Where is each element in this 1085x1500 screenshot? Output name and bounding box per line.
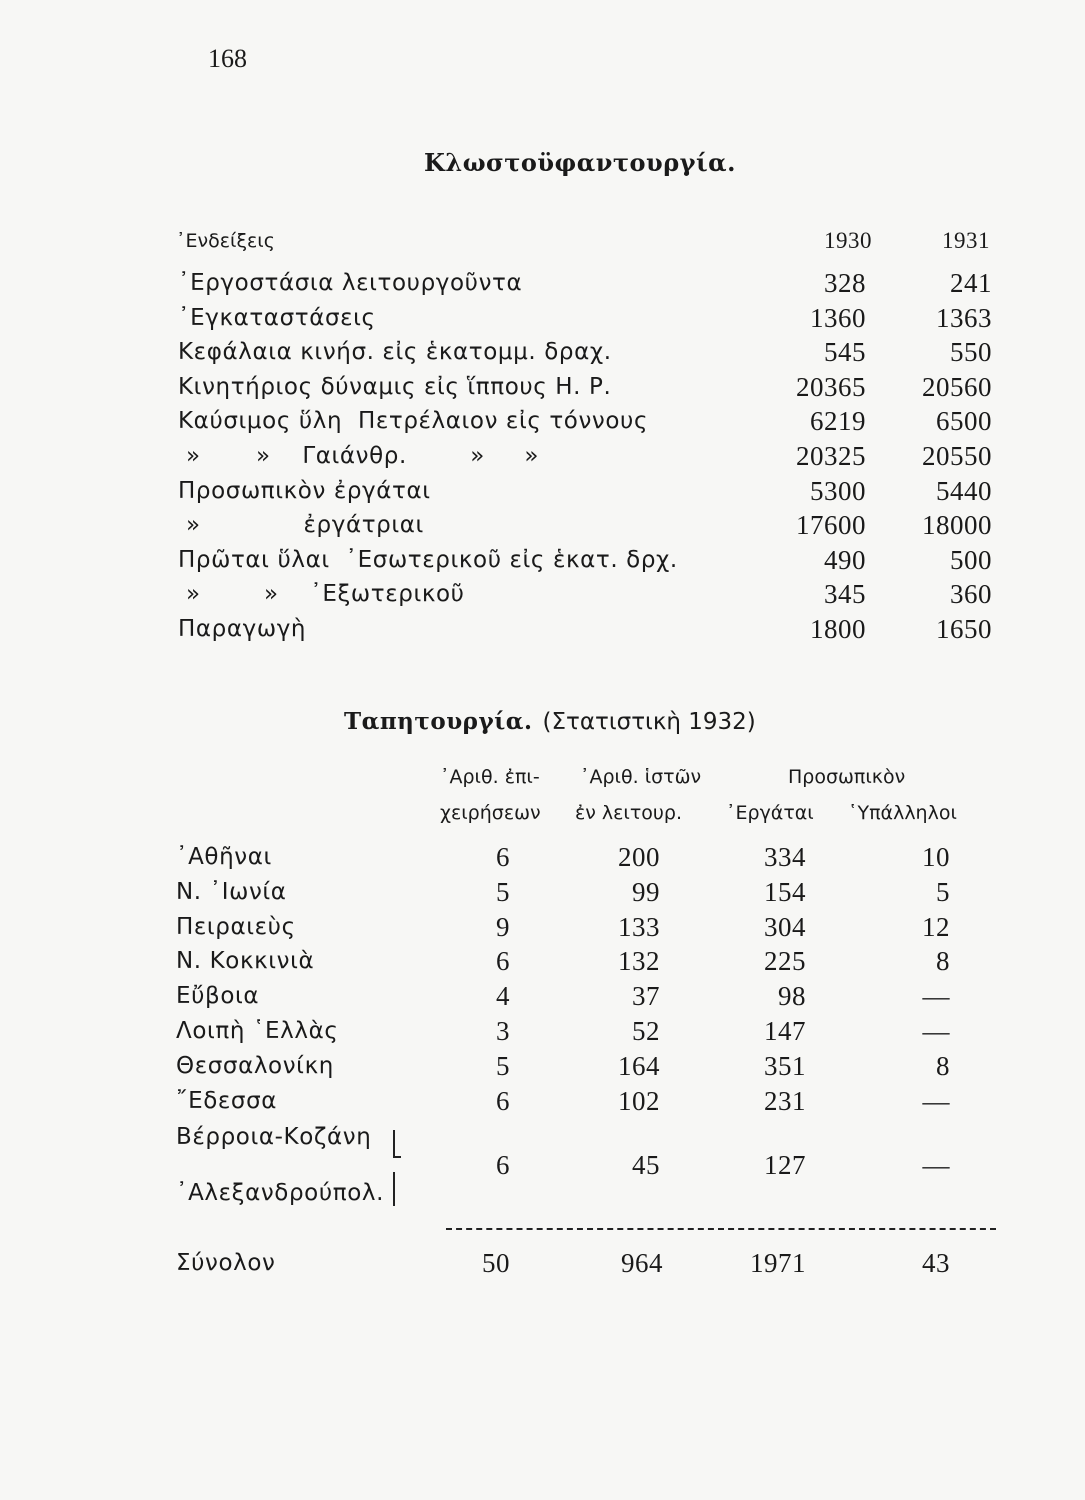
section1-row-1931: 5440 — [936, 476, 992, 506]
total-enterprises: 50 — [482, 1248, 510, 1278]
total-employees: 43 — [922, 1248, 950, 1278]
section1-row-1931: 241 — [950, 268, 992, 298]
section2-row-enterprises: 6 — [496, 946, 510, 976]
total-looms: 964 — [621, 1248, 663, 1278]
section1-row-1930: 17600 — [796, 510, 866, 540]
page-number: 168 — [208, 44, 247, 73]
section2-row-label: Ν. Κοκκινιὰ — [176, 948, 315, 974]
section2-row-label: Εὔβοια — [176, 983, 260, 1009]
section2-row-label: Ν. ᾽Ιωνία — [176, 879, 287, 905]
section1-row-1930: 5300 — [810, 476, 866, 506]
section2-row-looms: 200 — [618, 842, 660, 872]
grouped-row-looms: 45 — [632, 1150, 660, 1180]
header-workers: ᾽Εργάται — [726, 802, 814, 824]
section1-row-label: Κινητήριος δύναμις εἰς ἵππους Η. Ρ. — [178, 374, 612, 400]
header-enterprises-line2: χειρήσεων — [440, 802, 541, 824]
section2-row-workers: 351 — [764, 1051, 806, 1081]
section2-row-employees: 8 — [936, 1051, 950, 1081]
section2-row-employees: — — [922, 981, 950, 1011]
section2-row-workers: 334 — [764, 842, 806, 872]
section1-row-1931: 1650 — [936, 614, 992, 644]
section1-header-label: ᾽Ενδείξεις — [176, 230, 275, 252]
section2-row-workers: 98 — [778, 981, 806, 1011]
section1-row-label: » ἐργάτριαι — [186, 512, 424, 538]
section2-row-label: ῎Εδεσσα — [176, 1088, 278, 1114]
section2-row-label: Λοιπὴ ῾Ελλὰς — [176, 1018, 339, 1044]
section1-row-label: » » Γαιάνθρ. » » — [186, 443, 540, 469]
header-personnel-group: Προσωπικὸν — [788, 766, 906, 788]
section2-row-enterprises: 5 — [496, 877, 510, 907]
header-employees: ῾Υπάλληλοι — [848, 802, 957, 824]
section1-row-1930: 1360 — [810, 303, 866, 333]
section2-title-bold: Ταπητουργία. — [344, 708, 533, 735]
section2-row-workers: 154 — [764, 877, 806, 907]
header-enterprises-line1: ᾽Αριθ. ἐπι- — [440, 766, 540, 788]
section1-row-1930: 490 — [824, 545, 866, 575]
section2-row-employees: — — [922, 1016, 950, 1046]
section2-row-label: Θεσσαλονίκη — [176, 1053, 334, 1079]
section1-row-1931: 20560 — [922, 372, 992, 402]
section2-row-label: ᾽Αθῆναι — [176, 844, 272, 870]
grouped-row-label-a: Βέρροια-Κοζάνη — [176, 1124, 372, 1150]
total-divider-rule — [446, 1228, 996, 1230]
section1-row-1930: 345 — [824, 579, 866, 609]
header-looms-line1: ᾽Αριθ. ἱστῶν — [580, 766, 702, 788]
section1-row-label: Προσωπικὸν ἐργάται — [178, 478, 431, 504]
section1-row-label: Πρῶται ὕλαι ᾽Εσωτερικοῦ εἰς ἑκατ. δρχ. — [178, 547, 678, 573]
section1-row-1931: 360 — [950, 579, 992, 609]
section1-row-label: ᾽Εργοστάσια λειτουργοῦντα — [178, 270, 523, 296]
section2-title-subtitle: (Στατιστικὴ 1932) — [542, 709, 756, 735]
section2-row-enterprises: 4 — [496, 981, 510, 1011]
section1-row-1930: 6219 — [810, 406, 866, 436]
section2-row-looms: 132 — [618, 946, 660, 976]
section1-row-1931: 1363 — [936, 303, 992, 333]
section1-row-1931: 500 — [950, 545, 992, 575]
grouped-row-label-b: ᾽Αλεξανδρούπολ. — [176, 1180, 385, 1206]
section2-row-employees: 5 — [936, 877, 950, 907]
section2-row-enterprises: 6 — [496, 842, 510, 872]
section2-row-employees: 8 — [936, 946, 950, 976]
section2-row-employees: — — [922, 1086, 950, 1116]
grouped-row-employees: — — [922, 1150, 950, 1180]
grouped-row-enterprises: 6 — [496, 1150, 510, 1180]
section2-row-workers: 231 — [764, 1086, 806, 1116]
section2-row-employees: 10 — [922, 842, 950, 872]
section1-header-1930: 1930 — [824, 228, 872, 253]
total-label: Σύνολον — [176, 1250, 276, 1276]
section2-row-looms: 52 — [632, 1016, 660, 1046]
section2-title — [344, 708, 756, 735]
section1-row-label: » » ᾽Εξωτερικοῦ — [186, 581, 465, 607]
section2-row-employees: 12 — [922, 912, 950, 942]
section1-row-1930: 545 — [824, 337, 866, 367]
section2-row-looms: 133 — [618, 912, 660, 942]
grouped-row-workers: 127 — [764, 1150, 806, 1180]
section1-row-label: Καύσιμος ὕλη Πετρέλαιον εἰς τόννους — [178, 408, 649, 434]
section2-row-workers: 225 — [764, 946, 806, 976]
section1-row-1931: 6500 — [936, 406, 992, 436]
section1-row-label: Κεφάλαια κινήσ. εἰς ἑκατομμ. δραχ. — [178, 339, 612, 365]
section1-row-1931: 20550 — [922, 441, 992, 471]
section2-row-workers: 147 — [764, 1016, 806, 1046]
section2-row-enterprises: 9 — [496, 912, 510, 942]
section1-row-1930: 328 — [824, 268, 866, 298]
header-looms-line2: ἐν λειτουρ. — [575, 802, 683, 824]
section2-row-enterprises: 6 — [496, 1086, 510, 1116]
section2-row-looms: 102 — [618, 1086, 660, 1116]
section2-row-looms: 99 — [632, 877, 660, 907]
section1-row-1930: 20325 — [796, 441, 866, 471]
section2-row-workers: 304 — [764, 912, 806, 942]
section1-row-label: ᾽Εγκαταστάσεις — [178, 305, 376, 331]
section1-row-1931: 18000 — [922, 510, 992, 540]
total-workers: 1971 — [750, 1248, 806, 1278]
section2-row-looms: 164 — [618, 1051, 660, 1081]
section2-row-looms: 37 — [632, 981, 660, 1011]
section2-row-label: Πειραιεὺς — [176, 914, 296, 940]
section1-row-1930: 20365 — [796, 372, 866, 402]
section1-header-1931: 1931 — [942, 228, 990, 253]
section2-row-enterprises: 3 — [496, 1016, 510, 1046]
section1-row-label: Παραγωγὴ — [178, 616, 307, 642]
section2-row-enterprises: 5 — [496, 1051, 510, 1081]
section1-row-1930: 1800 — [810, 614, 866, 644]
section1-row-1931: 550 — [950, 337, 992, 367]
section1-title: Κλωστοϋφαντουργία. — [424, 148, 736, 177]
